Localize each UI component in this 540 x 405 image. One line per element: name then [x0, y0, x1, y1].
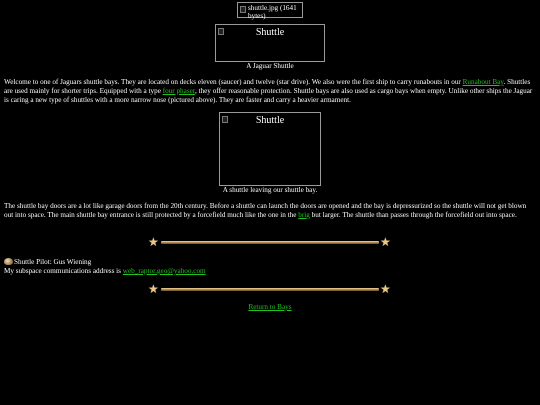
thumbnail-alt-text: shuttle.jpg (1641 bytes) [248, 4, 297, 20]
leaving-image-alt: Shuttle [255, 115, 285, 126]
address-text: My subspace communications address is [4, 267, 123, 275]
pilot-section [4, 258, 536, 276]
star-icon: ★ [380, 235, 391, 249]
address-line [4, 267, 536, 276]
broken-image-icon [240, 6, 246, 13]
star-icon: ★ [148, 235, 159, 249]
intro-text-1: Welcome to one of Jaguars shuttle bays. They are located on decks eleven (saucer) and twelve (star drive). We also were the first ship to carry runabouts in our [4, 78, 463, 86]
star-icon: ★ [148, 282, 159, 296]
email-link[interactable]: web_raptor.geo@yahoo.com [122, 267, 206, 275]
runabout-bay-link[interactable]: Runabout Bay [462, 78, 504, 86]
divider-bar [148, 237, 392, 249]
intro-paragraph [4, 78, 536, 105]
brig-link[interactable]: brig [298, 211, 310, 219]
divider-line [161, 241, 379, 244]
intro-text-3: , they offer reasonable protection. Shuttle bays are also used as cargo bays when empty. Unlike other ships the Jaguar is caring a new type of shuttles with a more narrow nose (pictured above). They are faster and carry a heavier armament. [4, 87, 533, 104]
bay-doors-text-2: but larger. The shuttle than passes through the forcefield out into space. [309, 211, 517, 219]
divider-line [161, 288, 379, 291]
intro-text-2: . Shuttles are used mainly for shorter trips. Equipped with a type [4, 78, 531, 95]
jaguar-image-caption: A Jaguar Shuttle [246, 62, 294, 70]
bay-doors-paragraph [4, 202, 536, 220]
leaving-image-caption: A shuttle leaving our shuttle bay. [222, 186, 318, 194]
jaguar-image-alt: Shuttle [255, 27, 285, 38]
pilot-label: Shuttle Pilot: Gus Wiening [14, 258, 92, 266]
pilot-icon [4, 258, 13, 265]
jaguar-shuttle-image [215, 24, 325, 62]
divider-bar [148, 284, 392, 296]
return-to-bays-link[interactable]: Return to Bays [248, 303, 292, 311]
bay-doors-text-1: The shuttle bay doors are a lot like garage doors from the 20th century. Before a shuttle can launch the doors are opened and the bay is depressurized so the shuttle will not get blown out into space. The main shuttle bay entrance is still protected by a forcefield much like the one in the [4, 202, 527, 219]
four-phaser-link[interactable]: four phaser [162, 87, 195, 95]
shuttle-leaving-image [219, 112, 321, 186]
shuttle-thumbnail-image [237, 2, 303, 18]
pilot-line [4, 258, 536, 267]
star-icon: ★ [380, 282, 391, 296]
